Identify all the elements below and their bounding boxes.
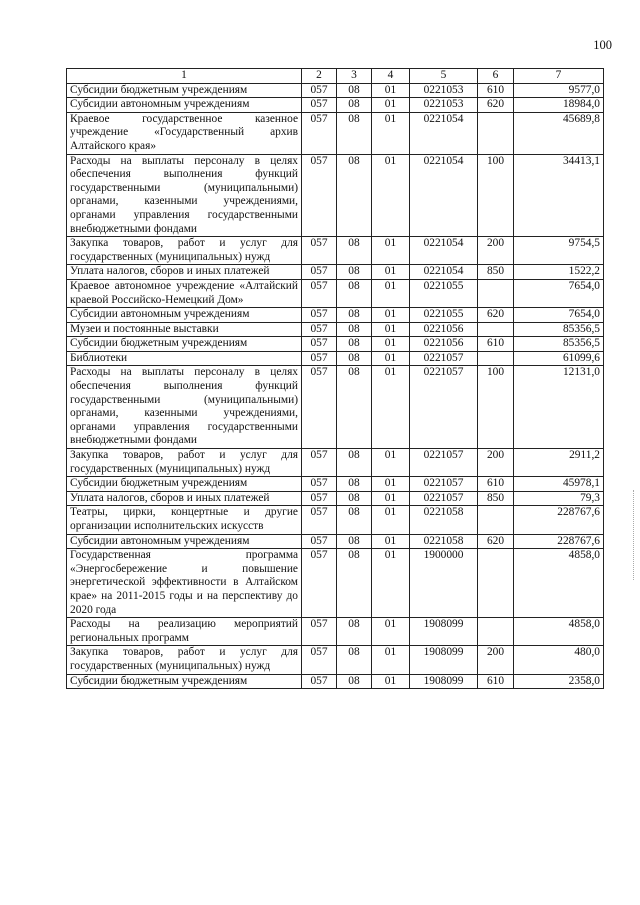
table-row xyxy=(67,477,604,492)
row-col-3: 08 xyxy=(337,265,372,280)
table-row xyxy=(67,265,604,280)
row-name: Театры, цирки, концертные и другие организации исполнительских искусств xyxy=(67,506,302,534)
row-name: Краевое автономное учреждение «Алтайский краевой Российско-Немецкий Дом» xyxy=(67,279,302,307)
row-col-2: 057 xyxy=(302,351,337,366)
row-col-5: 1900000 xyxy=(410,549,478,618)
row-col-6: 610 xyxy=(478,477,514,492)
table-row xyxy=(67,337,604,352)
row-col-3: 08 xyxy=(337,646,372,674)
row-col-5: 0221054 xyxy=(410,112,478,154)
row-col-5: 0221056 xyxy=(410,322,478,337)
row-col-2: 057 xyxy=(302,506,337,534)
row-col-2: 057 xyxy=(302,98,337,113)
row-col-2: 057 xyxy=(302,83,337,98)
row-name: Субсидии автономным учреждениям xyxy=(67,98,302,113)
row-col-4: 01 xyxy=(372,337,410,352)
row-sum: 4858,0 xyxy=(514,618,604,646)
row-col-3: 08 xyxy=(337,112,372,154)
row-col-6: 610 xyxy=(478,674,514,689)
row-col-3: 08 xyxy=(337,154,372,237)
row-col-2: 057 xyxy=(302,322,337,337)
row-col-3: 08 xyxy=(337,83,372,98)
row-col-5: 1908099 xyxy=(410,618,478,646)
row-col-5: 0221057 xyxy=(410,366,478,449)
row-name: Закупка товаров, работ и услуг для государственных (муниципальных) нужд xyxy=(67,449,302,477)
row-col-3: 08 xyxy=(337,237,372,265)
row-col-6: 610 xyxy=(478,83,514,98)
row-col-5: 0221057 xyxy=(410,449,478,477)
row-col-3: 08 xyxy=(337,366,372,449)
row-col-3: 08 xyxy=(337,337,372,352)
table-header-row xyxy=(67,69,604,84)
table-row xyxy=(67,506,604,534)
row-col-5: 0221053 xyxy=(410,98,478,113)
row-col-3: 08 xyxy=(337,534,372,549)
row-col-6 xyxy=(478,279,514,307)
row-col-2: 057 xyxy=(302,646,337,674)
row-name: Субсидии бюджетным учреждениям xyxy=(67,674,302,689)
header-col-1: 1 xyxy=(67,69,302,84)
row-col-2: 057 xyxy=(302,237,337,265)
row-col-6 xyxy=(478,351,514,366)
row-col-3: 08 xyxy=(337,549,372,618)
row-col-6: 620 xyxy=(478,534,514,549)
row-col-3: 08 xyxy=(337,491,372,506)
row-col-6 xyxy=(478,549,514,618)
row-col-5: 0221058 xyxy=(410,506,478,534)
row-col-3: 08 xyxy=(337,618,372,646)
row-col-4: 01 xyxy=(372,83,410,98)
row-col-5: 0221058 xyxy=(410,534,478,549)
row-name: Уплата налогов, сборов и иных платежей xyxy=(67,265,302,280)
table-row xyxy=(67,322,604,337)
row-sum: 7654,0 xyxy=(514,308,604,323)
row-col-3: 08 xyxy=(337,98,372,113)
row-col-5: 0221056 xyxy=(410,337,478,352)
row-col-4: 01 xyxy=(372,646,410,674)
row-sum: 79,3 xyxy=(514,491,604,506)
row-name: Субсидии бюджетным учреждениям xyxy=(67,337,302,352)
row-name: Субсидии бюджетным учреждениям xyxy=(67,83,302,98)
row-col-6: 200 xyxy=(478,646,514,674)
row-sum: 7654,0 xyxy=(514,279,604,307)
row-col-3: 08 xyxy=(337,477,372,492)
row-col-4: 01 xyxy=(372,351,410,366)
table-row xyxy=(67,112,604,154)
row-col-2: 057 xyxy=(302,618,337,646)
row-sum: 45978,1 xyxy=(514,477,604,492)
header-col-3: 3 xyxy=(337,69,372,84)
row-col-2: 057 xyxy=(302,337,337,352)
row-col-6 xyxy=(478,112,514,154)
row-col-4: 01 xyxy=(372,549,410,618)
table-row xyxy=(67,618,604,646)
row-name: Расходы на реализацию мероприятий региональных программ xyxy=(67,618,302,646)
row-col-5: 1908099 xyxy=(410,646,478,674)
row-col-5: 0221053 xyxy=(410,83,478,98)
row-col-2: 057 xyxy=(302,112,337,154)
table-row xyxy=(67,83,604,98)
row-col-4: 01 xyxy=(372,237,410,265)
row-sum: 85356,5 xyxy=(514,337,604,352)
table-row xyxy=(67,308,604,323)
row-col-3: 08 xyxy=(337,279,372,307)
table-body xyxy=(67,83,604,689)
row-col-5: 0221057 xyxy=(410,491,478,506)
row-col-4: 01 xyxy=(372,279,410,307)
row-col-2: 057 xyxy=(302,549,337,618)
table-row xyxy=(67,279,604,307)
row-col-4: 01 xyxy=(372,449,410,477)
table-row xyxy=(67,154,604,237)
page-number: 100 xyxy=(593,38,612,52)
row-col-2: 057 xyxy=(302,491,337,506)
row-name: Библиотеки xyxy=(67,351,302,366)
row-sum: 480,0 xyxy=(514,646,604,674)
row-name: Краевое государственное казенное учреждение «Государственный архив Алтайского края» xyxy=(67,112,302,154)
table-row xyxy=(67,534,604,549)
row-name: Расходы на выплаты персоналу в целях обеспечения выполнения функций государственными (муниципальными) органами, казенными учреждениями, органами управления государственными внебюджетными фондами xyxy=(67,154,302,237)
row-name: Музеи и постоянные выставки xyxy=(67,322,302,337)
row-col-5: 0221057 xyxy=(410,351,478,366)
row-sum: 45689,8 xyxy=(514,112,604,154)
row-col-6: 100 xyxy=(478,366,514,449)
row-col-3: 08 xyxy=(337,351,372,366)
row-col-4: 01 xyxy=(372,534,410,549)
row-col-2: 057 xyxy=(302,449,337,477)
row-sum: 2911,2 xyxy=(514,449,604,477)
row-col-4: 01 xyxy=(372,674,410,689)
row-sum: 228767,6 xyxy=(514,534,604,549)
row-col-5: 0221054 xyxy=(410,237,478,265)
header-col-6: 6 xyxy=(478,69,514,84)
table-row xyxy=(67,366,604,449)
header-col-7: 7 xyxy=(514,69,604,84)
row-col-4: 01 xyxy=(372,98,410,113)
row-sum: 4858,0 xyxy=(514,549,604,618)
row-col-4: 01 xyxy=(372,265,410,280)
row-col-6: 200 xyxy=(478,449,514,477)
row-col-4: 01 xyxy=(372,618,410,646)
table-row xyxy=(67,491,604,506)
row-col-2: 057 xyxy=(302,265,337,280)
row-sum: 9754,5 xyxy=(514,237,604,265)
row-col-4: 01 xyxy=(372,154,410,237)
row-col-2: 057 xyxy=(302,674,337,689)
row-col-2: 057 xyxy=(302,534,337,549)
row-name: Государственная программа «Энергосбережение и повышение энергетической эффективности в Алтайском крае» на 2011-2015 годы и на перспективу до 2020 года xyxy=(67,549,302,618)
row-col-4: 01 xyxy=(372,322,410,337)
row-col-5: 0221055 xyxy=(410,308,478,323)
header-col-4: 4 xyxy=(372,69,410,84)
row-sum: 34413,1 xyxy=(514,154,604,237)
row-col-3: 08 xyxy=(337,506,372,534)
table-row xyxy=(67,98,604,113)
row-name: Субсидии автономным учреждениям xyxy=(67,308,302,323)
row-col-2: 057 xyxy=(302,477,337,492)
row-col-6: 850 xyxy=(478,491,514,506)
table-row xyxy=(67,449,604,477)
row-col-3: 08 xyxy=(337,449,372,477)
row-col-4: 01 xyxy=(372,308,410,323)
row-col-6: 100 xyxy=(478,154,514,237)
row-col-6 xyxy=(478,322,514,337)
budget-table xyxy=(66,68,604,689)
row-col-2: 057 xyxy=(302,366,337,449)
table-row xyxy=(67,646,604,674)
row-sum: 12131,0 xyxy=(514,366,604,449)
header-col-2: 2 xyxy=(302,69,337,84)
row-col-5: 0221055 xyxy=(410,279,478,307)
row-sum: 85356,5 xyxy=(514,322,604,337)
row-col-5: 0221054 xyxy=(410,265,478,280)
row-col-4: 01 xyxy=(372,112,410,154)
row-col-6: 620 xyxy=(478,98,514,113)
row-name: Уплата налогов, сборов и иных платежей xyxy=(67,491,302,506)
table-row xyxy=(67,549,604,618)
table-row xyxy=(67,351,604,366)
margin-mark xyxy=(633,490,638,580)
row-col-6 xyxy=(478,618,514,646)
row-col-4: 01 xyxy=(372,506,410,534)
row-sum: 18984,0 xyxy=(514,98,604,113)
row-col-4: 01 xyxy=(372,477,410,492)
row-sum: 9577,0 xyxy=(514,83,604,98)
row-sum: 61099,6 xyxy=(514,351,604,366)
row-col-6: 610 xyxy=(478,337,514,352)
row-col-6 xyxy=(478,506,514,534)
row-col-6: 200 xyxy=(478,237,514,265)
row-sum: 228767,6 xyxy=(514,506,604,534)
row-col-6: 620 xyxy=(478,308,514,323)
row-col-5: 0221057 xyxy=(410,477,478,492)
row-col-5: 1908099 xyxy=(410,674,478,689)
row-col-3: 08 xyxy=(337,322,372,337)
row-col-4: 01 xyxy=(372,491,410,506)
row-col-2: 057 xyxy=(302,279,337,307)
row-col-6: 850 xyxy=(478,265,514,280)
row-col-3: 08 xyxy=(337,308,372,323)
row-name: Расходы на выплаты персоналу в целях обеспечения выполнения функций государственными (муниципальными) органами, казенными учреждениями, органами управления государственными внебюджетными фондами xyxy=(67,366,302,449)
row-col-2: 057 xyxy=(302,308,337,323)
row-col-4: 01 xyxy=(372,366,410,449)
row-sum: 1522,2 xyxy=(514,265,604,280)
row-sum: 2358,0 xyxy=(514,674,604,689)
row-name: Закупка товаров, работ и услуг для государственных (муниципальных) нужд xyxy=(67,237,302,265)
header-col-5: 5 xyxy=(410,69,478,84)
row-col-3: 08 xyxy=(337,674,372,689)
row-name: Субсидии автономным учреждениям xyxy=(67,534,302,549)
table-row xyxy=(67,237,604,265)
row-col-5: 0221054 xyxy=(410,154,478,237)
table-row xyxy=(67,674,604,689)
row-col-2: 057 xyxy=(302,154,337,237)
row-name: Закупка товаров, работ и услуг для государственных (муниципальных) нужд xyxy=(67,646,302,674)
row-name: Субсидии бюджетным учреждениям xyxy=(67,477,302,492)
